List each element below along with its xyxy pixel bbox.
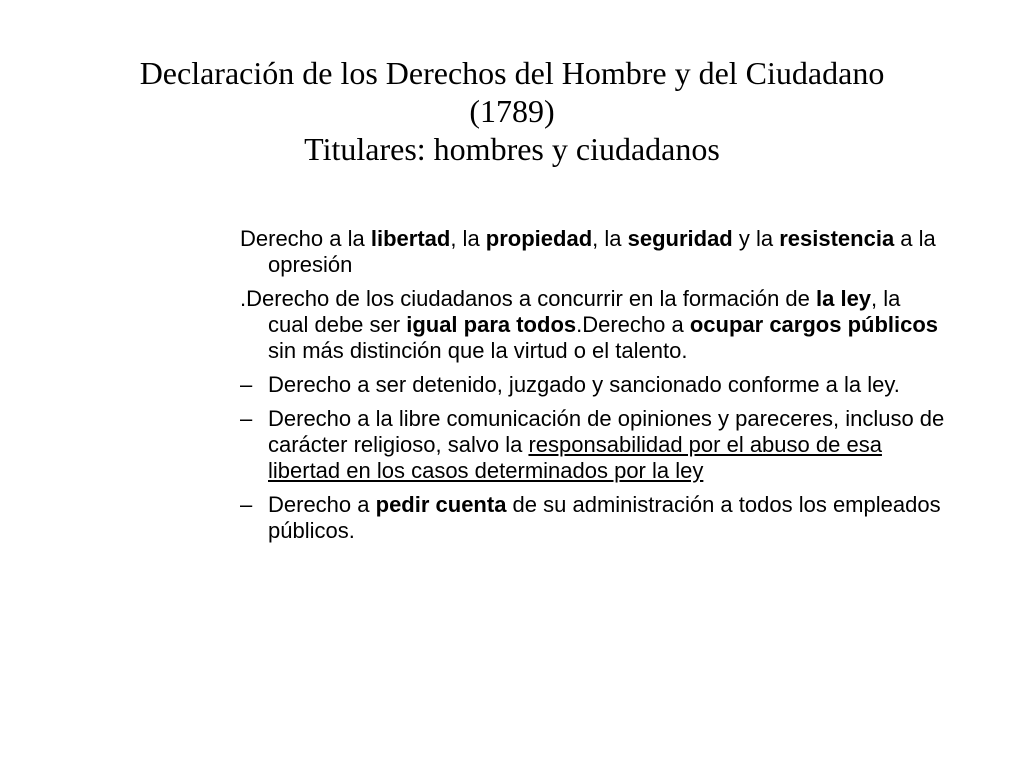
emphasized-text: igual para todos: [406, 312, 577, 337]
title-line-1: Declaración de los Derechos del Hombre y del Ciudadano: [139, 55, 885, 91]
underlined-text: responsabilidad por el abuso de esa libertad en los casos determinados por la ley: [268, 432, 882, 483]
slide-title: [60, 54, 964, 168]
title-line-3: Titulares: hombres y ciudadanos: [304, 131, 720, 167]
list-item-text: , la: [450, 226, 486, 251]
list-item-text: sin más distinción que la virtud o el talento.: [268, 338, 688, 363]
list-item-text: , la: [592, 226, 628, 251]
emphasized-text: libertad: [370, 226, 451, 251]
list-item-text: .Derecho a: [576, 312, 690, 337]
list-item-text: , la cual debe ser: [268, 286, 901, 337]
bullet-list: [240, 226, 945, 552]
list-item-dash: –: [240, 372, 253, 397]
list-item-text: a la opresión: [268, 226, 936, 277]
list-item: [240, 372, 945, 398]
emphasized-text: propiedad: [485, 226, 593, 251]
list-item-text: Derecho a la: [240, 226, 371, 251]
emphasized-text: la ley: [816, 286, 872, 311]
emphasized-text: pedir cuenta: [375, 492, 507, 517]
emphasized-text: resistencia: [779, 226, 895, 251]
list-item: [240, 226, 945, 278]
list-item-dash: –: [240, 406, 253, 431]
list-item-marker: .: [240, 286, 247, 311]
title-line-2: (1789): [469, 93, 555, 129]
list-item-text: Derecho a la libre comunicación de opiniones y pareceres, incluso de carácter religioso, salvo la: [268, 406, 945, 457]
list-item-text: Derecho a: [268, 492, 376, 517]
list-item: [240, 492, 945, 544]
list-item-dash: –: [240, 492, 253, 517]
list-item-text: y la: [732, 226, 780, 251]
list-item: [240, 286, 945, 364]
list-item-text: Derecho de los ciudadanos a concurrir en la formación de: [246, 286, 816, 311]
emphasized-text: seguridad: [627, 226, 733, 251]
list-item-text: de su administración a todos los empleados públicos.: [268, 492, 941, 543]
list-item-text: Derecho a ser detenido, juzgado y sancionado conforme a la ley.: [268, 372, 900, 397]
emphasized-text: ocupar cargos públicos: [689, 312, 939, 337]
list-item: [240, 406, 945, 484]
